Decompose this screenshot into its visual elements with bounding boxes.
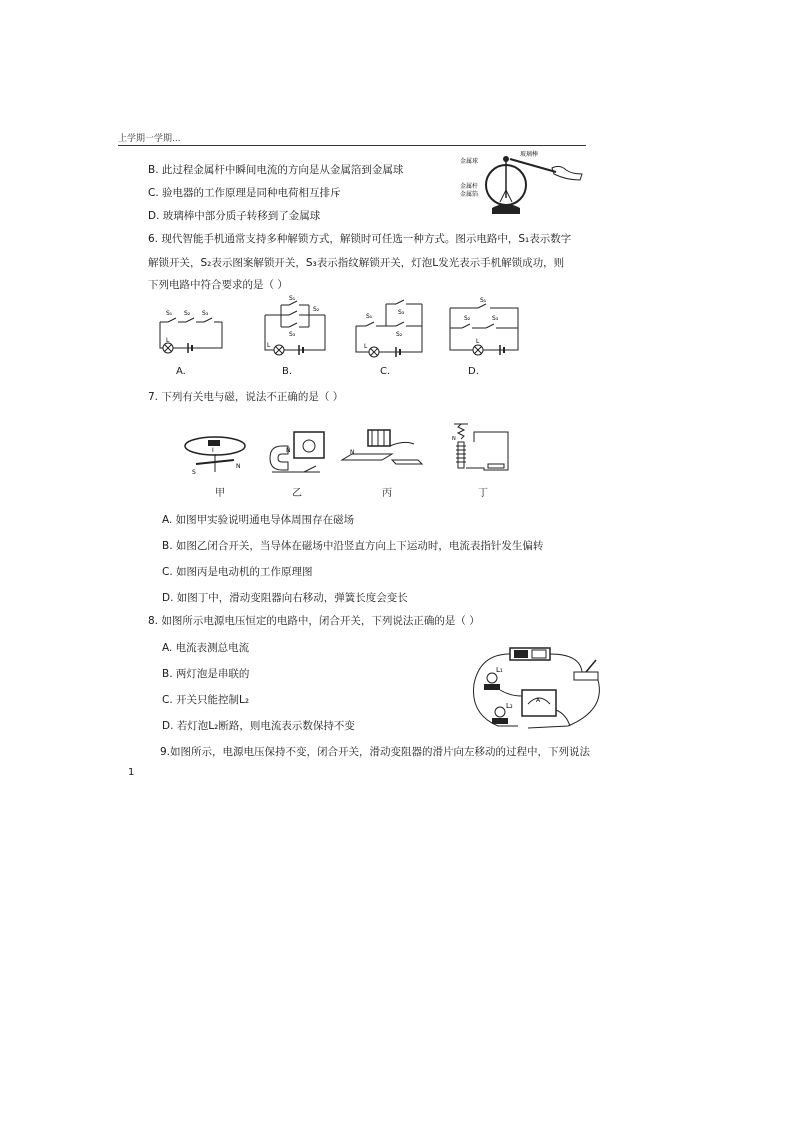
- q6-option-d: D.: [468, 366, 479, 377]
- b-lamp-label: L: [267, 342, 271, 349]
- q9-stem: 9.如图所示，电源电压保持不变，闭合开关，滑动变阻器的滑片向左移动的过程中，下列说法: [160, 746, 591, 758]
- c-s1: S₁: [366, 313, 373, 320]
- svg-text:N: N: [286, 447, 291, 454]
- q6-option-b: B.: [282, 366, 293, 377]
- header-divider: [118, 145, 586, 146]
- q7-option-a: A. 如图甲实验说明通电导体周围存在磁场: [162, 514, 355, 526]
- page-header: 上学期一学期...: [118, 134, 181, 144]
- circuit-c: [350, 296, 432, 360]
- q7-stem: 7. 下列有关电与磁，说法不正确的是（ ）: [148, 391, 344, 403]
- fig-yi: [264, 428, 334, 482]
- fig-bing-label: 丙: [382, 488, 392, 499]
- d-s1: S₁: [480, 297, 487, 304]
- q7-option-c: C. 如图丙是电动机的工作原理图: [162, 566, 313, 578]
- a-s1: S₁: [166, 310, 173, 317]
- c-lamp-label: L: [364, 343, 368, 350]
- q8-option-b: B. 两灯泡是串联的: [162, 668, 250, 680]
- circuit-b: [255, 295, 335, 360]
- q6-option-c: C.: [380, 366, 391, 377]
- q5-option-b: B. 此过程金属杆中瞬间电流的方向是从金属箔到金属球: [148, 164, 404, 176]
- svg-text:A: A: [536, 697, 541, 704]
- svg-text:I: I: [212, 447, 214, 454]
- d-s2: S₂: [464, 315, 471, 322]
- c-s2: S₂: [396, 331, 403, 338]
- q8-label-l2: L₂: [506, 702, 513, 710]
- q8-option-d: D. 若灯泡L₂断路，则电流表示数保持不变: [162, 720, 355, 732]
- d-s3: S₃: [492, 315, 499, 322]
- q5-option-d: D. 玻璃棒中部分质子转移到了金属球: [148, 210, 321, 222]
- q6-stem-line1: 6. 现代智能手机通常支持多种解锁方式，解锁时可任选一种方式。图示电路中，S₁表示数字: [148, 233, 572, 245]
- circuit-d: [444, 294, 524, 360]
- q7-option-b: B. 如图乙闭合开关，当导体在磁场中沿竖直方向上下运动时，电流表指针发生偏转: [162, 540, 544, 552]
- circuit-a: [148, 300, 234, 358]
- b-s2: S₂: [313, 306, 320, 313]
- label-stem: 金属杆: [460, 183, 479, 190]
- fig-jia: [182, 432, 248, 480]
- q6-option-a: A.: [176, 366, 186, 377]
- c-s3: S₃: [398, 309, 405, 316]
- a-s3: S₃: [202, 310, 209, 317]
- fig-yi-label: 乙: [292, 488, 302, 499]
- d-lamp-label: L: [476, 338, 480, 345]
- q7-option-d: D. 如图丁中，滑动变阻器向右移动，弹簧长度会变长: [162, 592, 408, 604]
- svg-text:N: N: [350, 449, 355, 456]
- fig-jia-label: 甲: [215, 488, 225, 499]
- svg-text:N: N: [452, 436, 456, 442]
- q6-stem-line2: 解锁开关，S₂表示图案解锁开关，S₃表示指纹解锁开关，灯泡L发光表示手机解锁成功，则: [148, 257, 565, 269]
- b-s3: S₃: [289, 331, 296, 338]
- q8-option-a: A. 电流表测总电流: [162, 642, 250, 654]
- q8-stem: 8. 如图所示电源电压恒定的电路中，闭合开关，下列说法正确的是（ ）: [148, 615, 480, 627]
- a-lamp-label: L: [166, 337, 170, 344]
- q8-label-l1: L₁: [496, 666, 503, 674]
- q8-option-c: C. 开关只能控制L₂: [162, 694, 250, 706]
- q8-circuit-figure: [462, 640, 610, 732]
- label-ball: 金属球: [460, 158, 479, 165]
- a-s2: S₂: [184, 310, 191, 317]
- svg-text:N: N: [236, 463, 241, 470]
- fig-ding: [444, 422, 518, 478]
- svg-text:S: S: [192, 469, 196, 476]
- fig-bing: [338, 424, 428, 480]
- label-glass-rod: 玻璃棒: [520, 151, 539, 158]
- electroscope-figure: [458, 150, 588, 220]
- page-number: 1: [128, 767, 135, 778]
- q5-option-c: C. 验电器的工作原理是同种电荷相互排斥: [148, 187, 341, 199]
- b-s1: S₁: [289, 295, 296, 302]
- label-foil: 金属箔: [460, 191, 479, 198]
- q6-stem-line3: 下列电路中符合要求的是（ ）: [148, 279, 288, 291]
- fig-ding-label: 丁: [478, 488, 488, 499]
